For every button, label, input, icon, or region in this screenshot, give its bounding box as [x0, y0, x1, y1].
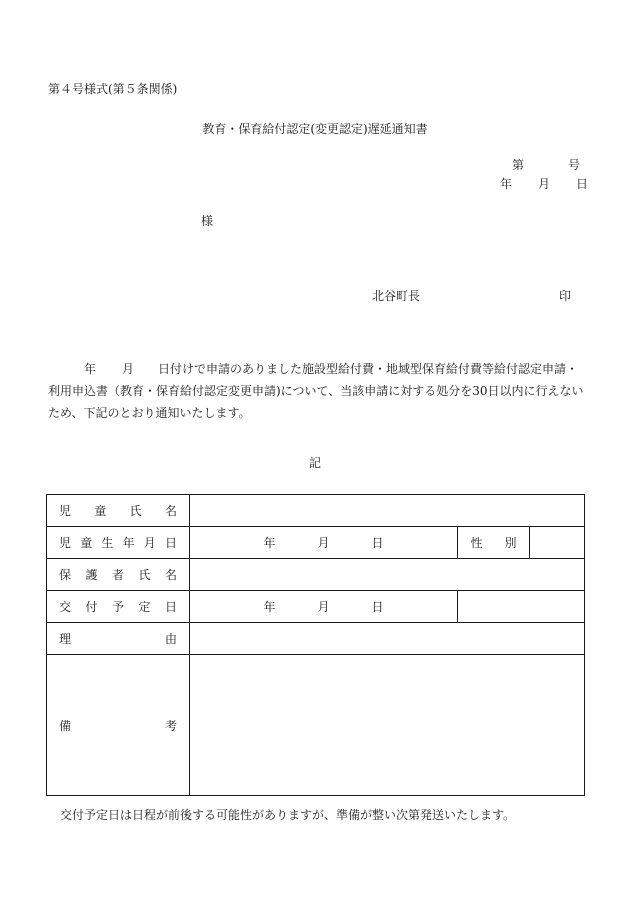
table-row-remarks	[47, 655, 585, 796]
document-title: 教育・保育給付認定(変更認定)遅延通知書	[202, 122, 428, 136]
label-child-name: 児 童 氏 名	[47, 495, 190, 527]
ki-heading: 記	[308, 456, 321, 470]
reference-number	[512, 156, 580, 173]
value-guardian-name[interactable]	[190, 559, 585, 591]
table-row-reason	[47, 623, 585, 655]
label-birthdate: 児 童 生 年 月 日	[47, 527, 190, 559]
label-delivery-date: 交 付 予 定 日	[47, 591, 190, 623]
label-remarks: 備 考	[47, 655, 190, 796]
value-reason[interactable]	[190, 623, 585, 655]
value-sex[interactable]	[530, 527, 585, 559]
label-reason: 理 由	[47, 623, 190, 655]
body-month: 月	[122, 362, 135, 376]
label-guardian-name: 保 護 者 氏 名	[47, 559, 190, 591]
body-year: 年	[84, 362, 97, 376]
table-row-guardian-name	[47, 559, 585, 591]
table-row-child-name	[47, 495, 585, 527]
notice-body	[48, 358, 588, 424]
reference-no-suffix: 号	[568, 158, 581, 172]
form-number: 第４号様式(第５条関係)	[48, 82, 178, 96]
footnote: 交付予定日は日程が前後する可能性がありますが、準備が整い次第発送いたします。	[60, 808, 516, 822]
issue-date-month: 月	[538, 177, 551, 191]
value-birthdate[interactable]: 年 月 日	[190, 527, 458, 559]
issue-date	[500, 175, 588, 192]
label-sex: 性 別	[458, 527, 530, 559]
body-text: 日付けで申請のありました施設型給付費・地域型保育給付費等給付認定申請・利用申込書（教育・保育給付認定変更申請)について、当該申請に対する処分を30日以内に行えないため、下記のとおり通知いたします。	[48, 362, 584, 420]
value-remarks[interactable]	[190, 655, 585, 796]
value-delivery-date[interactable]: 年 月 日	[190, 591, 458, 623]
seal-mark: 印	[559, 289, 572, 303]
value-delivery-date-extra	[458, 591, 585, 623]
issue-date-year: 年	[500, 177, 513, 191]
addressee-honorific: 様	[201, 214, 214, 228]
issue-date-day: 日	[576, 177, 589, 191]
table-row-delivery-date	[47, 591, 585, 623]
table-row-birthdate	[47, 527, 585, 559]
reference-no-prefix: 第	[512, 158, 525, 172]
value-child-name[interactable]	[190, 495, 585, 527]
issuer-name: 北谷町長	[372, 289, 421, 303]
notice-table	[46, 494, 585, 796]
